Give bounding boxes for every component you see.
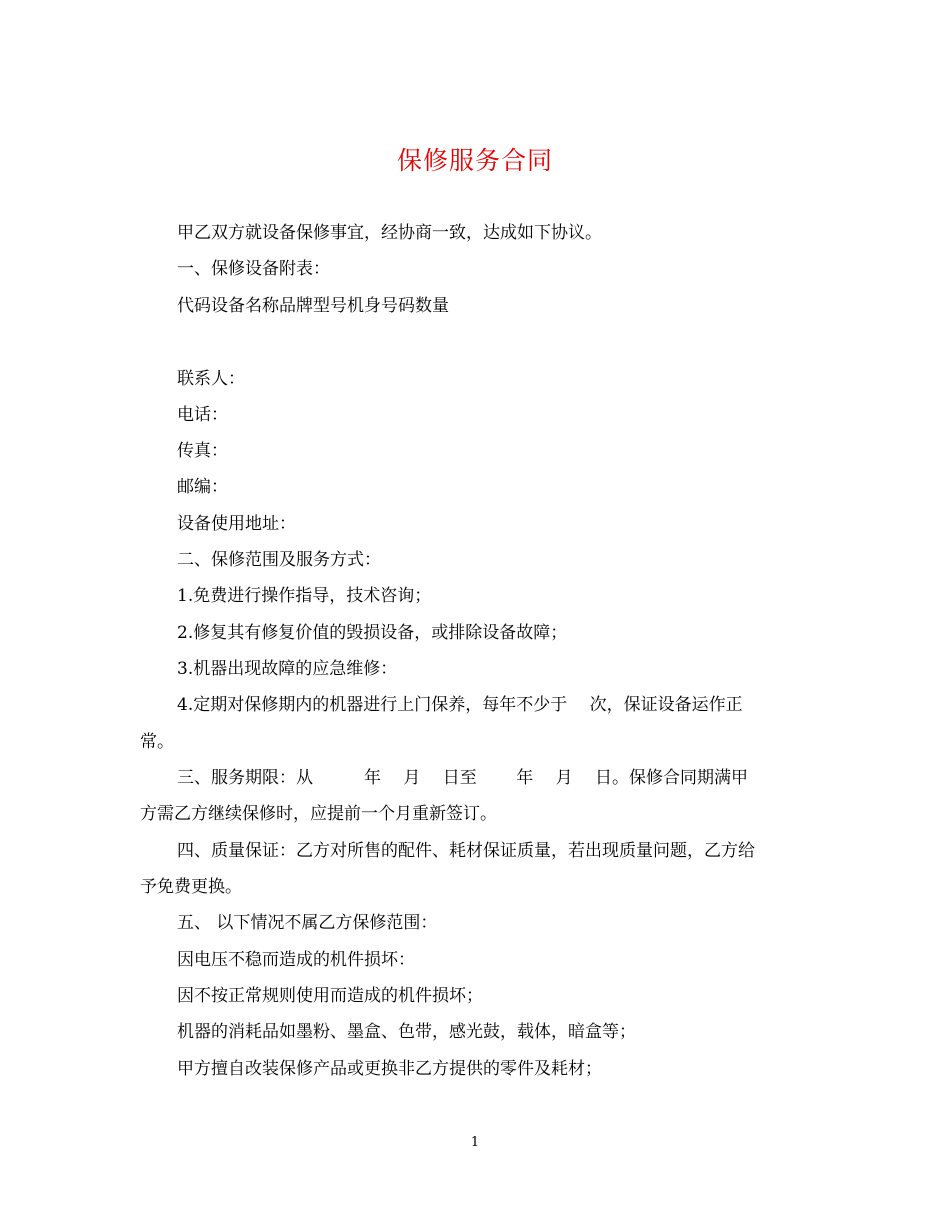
fax-field: 传真： (177, 441, 228, 461)
exclusion-item-4: 甲方擅自改装保修产品或更换非乙方提供的零件及耗材； (177, 1059, 602, 1079)
phone-field: 电话： (177, 405, 228, 425)
section-2-heading: 二、保修范围及服务方式： (177, 550, 381, 570)
service-item-2: 2.修复其有修复价值的毁损设备，或排除设备故障； (177, 623, 568, 643)
service-item-1: 1.免费进行操作指导，技术咨询； (177, 586, 432, 606)
section-3-service-period: 三、服务期限：从 年 月 日至 年 月 日。保修合同期满甲 (177, 768, 749, 788)
section-5-heading: 五、 以下情况不属乙方保修范围： (177, 913, 438, 933)
exclusion-item-2: 因不按正常规则使用而造成的机件损坏； (177, 986, 483, 1006)
service-item-4: 4.定期对保修期内的机器进行上门保养，每年不少于 次，保证设备运作正 (177, 695, 743, 715)
equipment-table-header: 代码设备名称品牌型号机身号码数量 (177, 296, 449, 316)
section-1-heading: 一、保修设备附表： (177, 259, 330, 279)
equipment-address-field: 设备使用地址： (177, 514, 296, 534)
contact-person-field: 联系人： (177, 369, 245, 389)
exclusion-item-1: 因电压不稳而造成的机件损坏： (177, 950, 415, 970)
service-item-3: 3.机器出现故障的应急维修： (177, 659, 398, 679)
page-number: 1 (470, 1135, 480, 1150)
service-item-4-continued: 常。 (140, 732, 174, 752)
section-3-continued: 方需乙方继续保修时，应提前一个月重新签订。 (140, 804, 497, 824)
section-4-continued: 予免费更换。 (140, 877, 242, 897)
exclusion-item-3: 机器的消耗品如墨粉、墨盒、色带，感光鼓，载体，暗盒等； (177, 1022, 636, 1042)
intro-paragraph: 甲乙双方就设备保修事宜，经协商一致，达成如下协议。 (177, 223, 602, 243)
postcode-field: 邮编： (177, 477, 228, 497)
document-title: 保修服务合同 (396, 146, 553, 175)
section-4-quality-guarantee: 四、质量保证：乙方对所售的配件、耗材保证质量，若出现质量问题，乙方给 (177, 841, 755, 861)
